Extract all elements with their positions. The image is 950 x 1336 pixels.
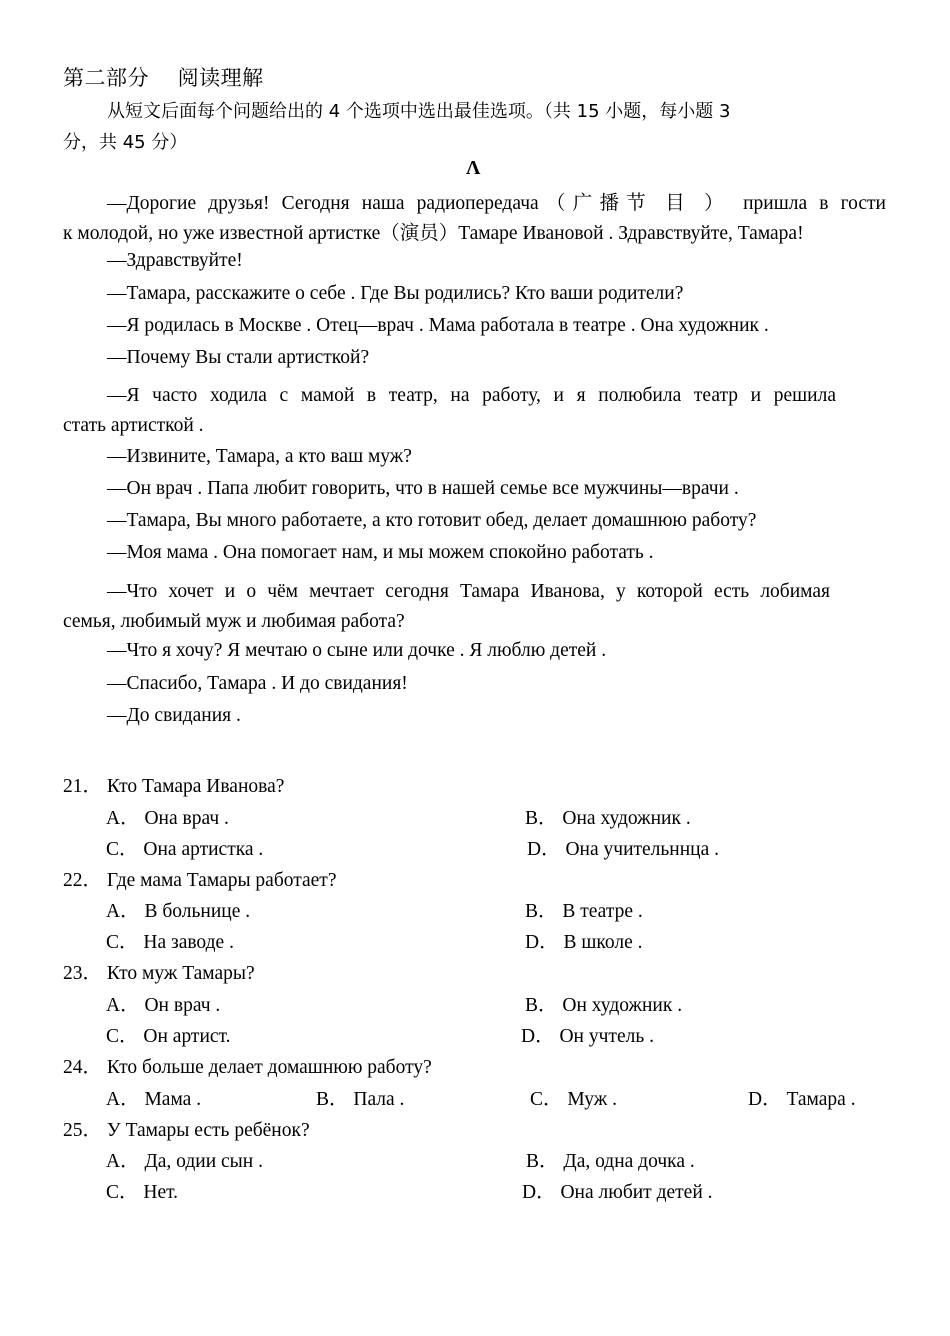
option-21-b[interactable]: [525, 802, 691, 830]
option-letter: B．: [525, 808, 558, 829]
question-text: Кто муж Тамары?: [106, 963, 255, 984]
dialogue-line: —Он врач . Папа любит говорить, что в нашей семье все мужчины—врачи .: [107, 478, 739, 499]
option-letter: A．: [106, 901, 140, 922]
option-letter: C．: [106, 839, 139, 860]
option-text: В больнице .: [144, 901, 251, 922]
dialogue-line: стать артисткой .: [63, 415, 204, 436]
option-text: Да, одии сын .: [144, 1151, 263, 1172]
option-letter: C．: [106, 932, 139, 953]
dialogue-paragraph-1: [63, 189, 886, 249]
option-21-c[interactable]: [106, 833, 263, 861]
option-letter: C．: [530, 1089, 563, 1110]
dialogue-line: —Дорогие друзья! Сегодня наша радиопередача（广播节 目 ） пришла в гости: [107, 193, 886, 214]
option-letter: A．: [106, 808, 140, 829]
question-text: У Тамары есть ребёнок?: [106, 1120, 310, 1141]
question-number: 24．: [63, 1057, 103, 1078]
option-text: Тамара .: [786, 1089, 856, 1110]
passage-label: Λ: [466, 157, 481, 179]
dialogue-line: —Извините, Тамара, а кто ваш муж?: [107, 446, 412, 467]
option-24-c[interactable]: [530, 1083, 617, 1111]
option-text: Мама .: [144, 1089, 202, 1110]
dialogue-line: —До свидания .: [107, 705, 241, 726]
option-text: Он артист.: [143, 1026, 231, 1047]
dialogue-line: —Здравствуйте!: [107, 250, 243, 271]
question-text: Кто больше делает домашнюю работу?: [106, 1057, 432, 1078]
option-letter: C．: [106, 1026, 139, 1047]
option-letter: B．: [526, 1151, 559, 1172]
option-text: На заводе .: [143, 932, 234, 953]
option-25-a[interactable]: [106, 1145, 263, 1173]
question-25: [63, 1114, 310, 1142]
option-22-c[interactable]: [106, 926, 234, 954]
question-24: [63, 1051, 432, 1079]
option-text: Она художник .: [562, 808, 691, 829]
dialogue-line: —Что хочет и о чём мечтает сегодня Тамара Иванова, у которой есть лобимая: [107, 581, 830, 602]
dialogue-line: —Я родилась в Москве . Отец—врач . Мама работала в театре . Она художник .: [107, 315, 769, 336]
instructions: [63, 96, 853, 158]
option-text: Пала .: [353, 1089, 405, 1110]
option-letter: D．: [525, 932, 559, 953]
dialogue-line: —Тамара, Вы много работаете, а кто готовит обед, делает домашнюю работу?: [107, 510, 757, 531]
dialogue-paragraph-3: [63, 577, 830, 637]
question-number: 25．: [63, 1120, 103, 1141]
dialogue-line: —Тамара, расскажите о себе . Где Вы родились? Кто ваши родители?: [107, 283, 684, 304]
question-text: Где мама Тамары работает?: [106, 870, 337, 891]
option-22-b[interactable]: [525, 895, 643, 923]
option-24-d[interactable]: [748, 1083, 856, 1111]
option-text: В школе .: [563, 932, 643, 953]
option-25-b[interactable]: [526, 1145, 695, 1173]
option-letter: D．: [748, 1089, 782, 1110]
option-letter: D．: [522, 1182, 556, 1203]
question-22: [63, 864, 336, 892]
option-text: Муж .: [567, 1089, 617, 1110]
option-text: Она артистка .: [143, 839, 264, 860]
option-letter: B．: [525, 995, 558, 1016]
question-text: Кто Тамара Иванова?: [106, 776, 285, 797]
option-23-b[interactable]: [525, 989, 682, 1017]
option-25-c[interactable]: [106, 1176, 178, 1204]
option-text: Он учтель .: [559, 1026, 654, 1047]
option-letter: A．: [106, 995, 140, 1016]
dialogue-paragraph-2: [63, 381, 836, 441]
option-text: Она любит детей .: [560, 1182, 713, 1203]
option-text: Нет.: [143, 1182, 179, 1203]
dialogue-line: —Почему Вы стали артисткой?: [107, 347, 370, 368]
option-21-a[interactable]: [106, 802, 229, 830]
option-text: В театре .: [562, 901, 643, 922]
option-letter: B．: [525, 901, 558, 922]
section-title: 第二部分 阅读理解: [63, 66, 264, 90]
option-23-a[interactable]: [106, 989, 220, 1017]
option-text: Она учительннца .: [565, 839, 720, 860]
dialogue-line: —Спасибо, Тамара . И до свидания!: [107, 673, 408, 694]
option-24-a[interactable]: [106, 1083, 201, 1111]
dialogue-line: —Я часто ходила с мамой в театр, на работу, и я полюбила театр и решила: [107, 385, 836, 406]
option-24-b[interactable]: [316, 1083, 404, 1111]
option-letter: A．: [106, 1089, 140, 1110]
instructions-line-1: 从短文后面每个问题给出的 4 个选项中选出最佳选项。（共 15 小题，每小题 3: [107, 101, 731, 122]
question-number: 23．: [63, 963, 103, 984]
option-letter: A．: [106, 1151, 140, 1172]
option-text: Да, одна дочка .: [563, 1151, 695, 1172]
question-number: 21．: [63, 776, 103, 797]
option-text: Она врач .: [144, 808, 229, 829]
option-letter: B．: [316, 1089, 349, 1110]
question-23: [63, 957, 255, 985]
option-25-d[interactable]: [522, 1176, 713, 1204]
option-21-d[interactable]: [527, 833, 719, 861]
option-22-d[interactable]: [525, 926, 642, 954]
option-23-d[interactable]: [521, 1020, 654, 1048]
question-number: 22．: [63, 870, 103, 891]
dialogue-line: к молодой, но уже известной артистке（演员）Тамаре Ивановой . Здравствуйте, Тамара!: [63, 223, 804, 244]
instructions-line-2: 分，共 45 分）: [63, 132, 188, 153]
option-text: Он художник .: [562, 995, 683, 1016]
dialogue-line: —Что я хочу? Я мечтаю о сыне или дочке . Я люблю детей .: [107, 640, 607, 661]
option-text: Он врач .: [144, 995, 221, 1016]
question-21: [63, 770, 284, 798]
dialogue-line: —Моя мама . Она помогает нам, и мы можем спокойно работать .: [107, 542, 654, 563]
option-letter: D．: [521, 1026, 555, 1047]
option-letter: C．: [106, 1182, 139, 1203]
dialogue-line: семья, любимый муж и любимая работа?: [63, 611, 405, 632]
option-letter: D．: [527, 839, 561, 860]
option-23-c[interactable]: [106, 1020, 230, 1048]
option-22-a[interactable]: [106, 895, 250, 923]
